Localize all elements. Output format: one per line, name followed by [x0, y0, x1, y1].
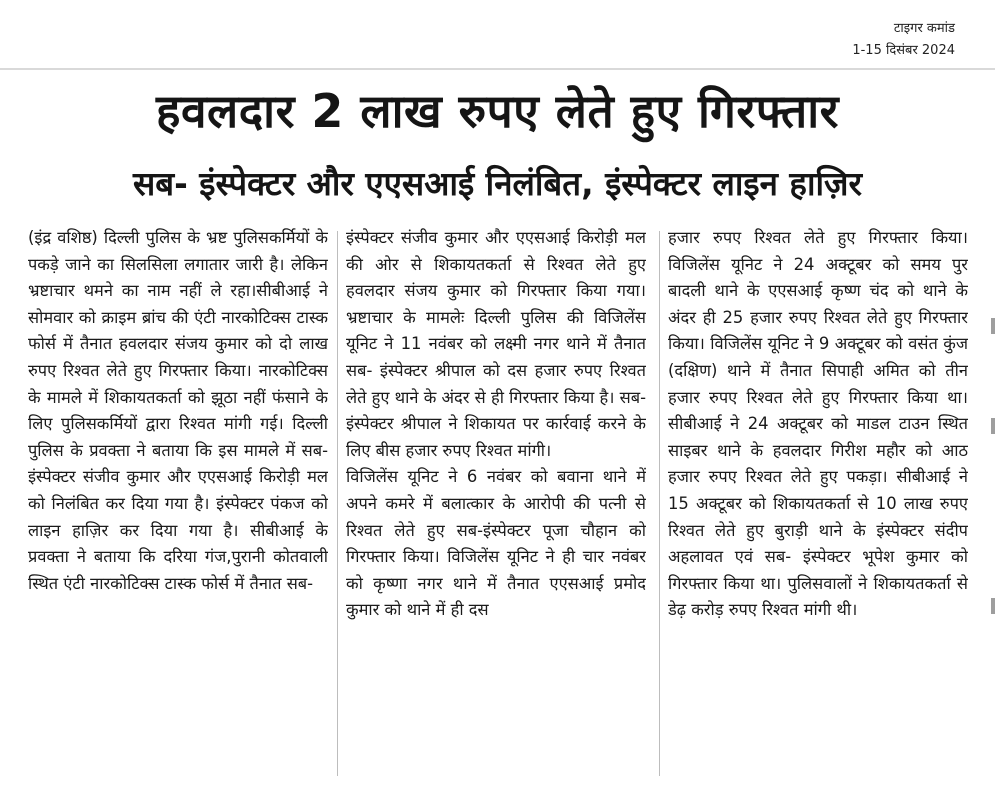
- column-3-paragraph-1: हजार रुपए रिश्वत लेते हुए गिरफ्तार किया।विजिलेंस यूनिट ने 24 अक्टूबर को समय पुर बादली थाने के एएसआई कृष्ण चंद को थाने के अंदर ही 25 हजार रुपए रिश्वत लेते हुए गिरफ्तार किया। विजिलेंस यूनिट ने 9 अक्टूबर को वसंत कुंज (दक्षिण) थाने में तैनात सिपाही अमित को तीन हजार रुपए रिश्वत लेते हुए गिरफ्तार किया था। सीबीआई ने 24 अक्टूबर को माडल टाउन स्थित साइबर थाने के हवलदार गिरीश महौर को आठ हजार रुपए रिश्वत लेते हुए पकड़ा। सीबीआई ने 15 अक्टूबर को शिकायतकर्ता से 10 लाख रुपए रिश्वत लेते हुए बुराड़ी थाने के इंस्पेक्टर संदीप अहलावत एवं सब- इंस्पेक्टर भूपेश कुमार को गिरफ्तार किया था। पुलिसवालों ने शिकायतकर्ता से डेढ़ करोड़ रुपए रिश्वत मांगी थी।: [668, 228, 968, 620]
- article-column-2: [346, 225, 646, 780]
- top-rule: [0, 68, 995, 70]
- column-divider: [659, 231, 660, 776]
- page-edge-mark: [991, 598, 995, 614]
- masthead: [852, 18, 955, 62]
- article-headline: हवलदार 2 लाख रुपए लेते हुए गिरफ्तार: [156, 84, 839, 138]
- column-2-paragraph-2: विजिलेंस यूनिट ने 6 नवंबर को बवाना थाने में अपने कमरे में बलात्कार के आरोपी की पत्नी से रिश्वत लेते हुए सब-इंस्पेक्टर पूजा चौहान को गिरफ्तार किया। विजिलेंस यूनिट ने ही चार नवंबर को कृष्णा नगर थाने में तैनात एएसआई प्रमोद कुमार को थाने में ही दस: [346, 467, 646, 620]
- column-2-paragraph-1: इंस्पेक्टर संजीव कुमार और एएसआई किरोड़ी मल की ओर से शिकायतकर्ता से रिश्वत लेते हुए हवलदार संजय कुमार को गिरफ्तार किया गया। भ्रष्टाचार के मामलेः दिल्ली पुलिस की विजिलेंस यूनिट ने 11 नवंबर को लक्ष्मी नगर थाने में तैनात सब- इंस्पेक्टर श्रीपाल को दस हजार रुपए रिश्वत लेते हुए थाने के अंदर से ही गिरफ्तार किया है। सब-इंस्पेक्टर श्रीपाल ने शिकायत पर कार्रवाई करने के लिए बीस हजार रुपए रिश्वत मांगी।: [346, 228, 646, 460]
- article-column-1: [28, 225, 328, 780]
- article-body: [28, 225, 968, 780]
- issue-date: 1-15 दिसंबर 2024: [852, 43, 955, 58]
- article-subheadline: सब- इंस्पेक्टर और एएसआई निलंबित, इंस्पेक्टर लाइन हाज़िर: [132, 164, 863, 203]
- column-divider: [337, 231, 338, 776]
- publication-name: टाइगर कमांड: [893, 21, 955, 36]
- article-column-3: [668, 225, 968, 780]
- page-edge-mark: [991, 418, 995, 434]
- page-edge-mark: [991, 318, 995, 334]
- column-1-paragraph-1: (इंद्र वशिष्ठ) दिल्ली पुलिस के भ्रष्ट पुलिसकर्मियों के पकड़े जाने का सिलसिला लगातार जारी है। लेकिन भ्रष्टाचार थमने का नाम नहीं ले रहा।सीबीआई ने सोमवार को क्राइम ब्रांच की एंटी नारकोटिक्स टास्क फोर्स में तैनात हवलदार संजय कुमार को दो लाख रुपए रिश्वत लेते हुए गिरफ्तार किया। नारकोटिक्स के मामले में शिकायतकर्ता को झूठा नहीं फंसाने के लिए पुलिसकर्मियों द्वारा रिश्वत मांगी गई। दिल्ली पुलिस के प्रवक्ता ने बताया कि इस मामले में सब- इंस्पेक्टर संजीव कुमार और एएसआई किरोड़ी मल को निलंबित कर दिया गया है। इंस्पेक्टर पंकज को लाइन हाज़िर कर दिया गया है। सीबीआई के प्रवक्ता ने बताया कि दरिया गंज,पुरानी कोतवाली स्थित एंटी नारकोटिक्स टास्क फोर्स में तैनात सब-: [28, 228, 328, 593]
